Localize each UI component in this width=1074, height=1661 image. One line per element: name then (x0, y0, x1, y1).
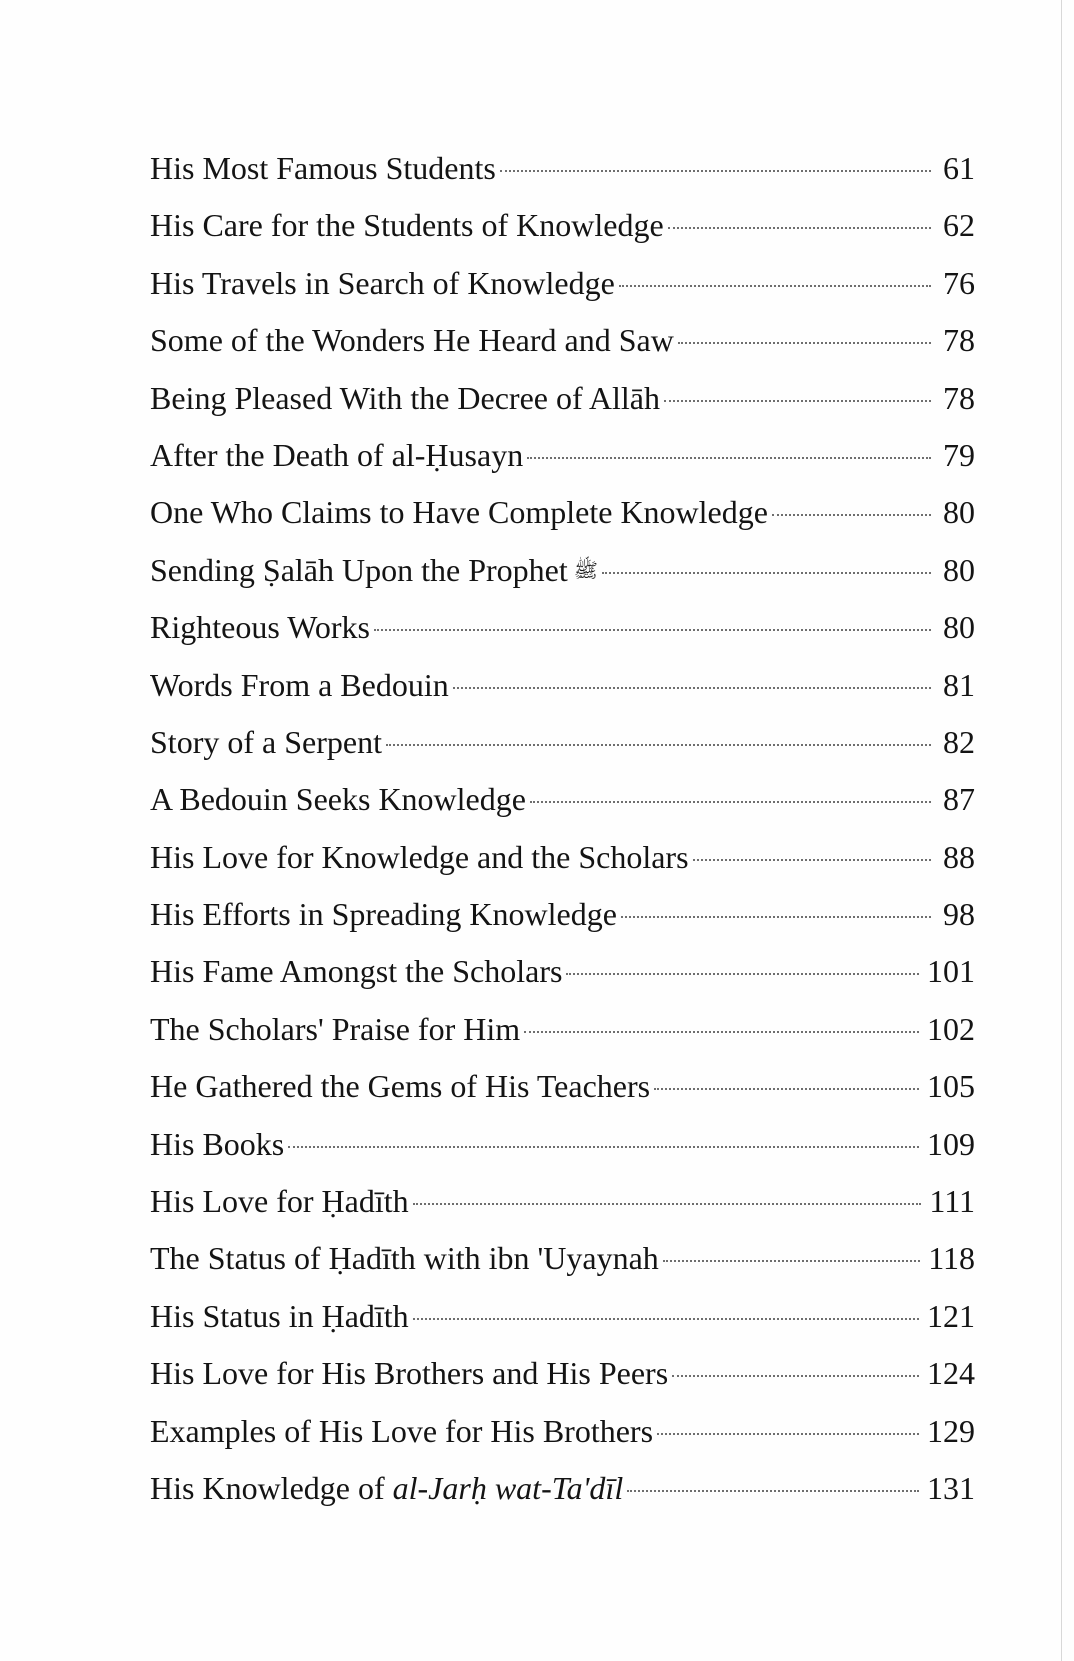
toc-entry (150, 953, 975, 1010)
toc-entry (150, 552, 975, 609)
toc-entry (150, 1126, 975, 1183)
toc-entry (150, 724, 975, 781)
toc-entry-page: 62 (943, 207, 975, 244)
toc-entry-title: His Care for the Students of Knowledge (150, 207, 664, 244)
toc-entry (150, 1183, 975, 1240)
toc-entry-page: 61 (943, 150, 975, 186)
toc-entry (150, 781, 975, 838)
toc-entry-title: Words From a Bedouin (150, 666, 449, 703)
dot-leader (288, 1146, 919, 1148)
dot-leader (602, 572, 931, 574)
toc-entry-title: Some of the Wonders He Heard and Saw (150, 322, 674, 359)
toc-entry-title: His Love for His Brothers and His Peers (150, 1355, 669, 1392)
toc-entry-page: 101 (927, 953, 975, 990)
toc-entry-title: His Books (150, 1125, 285, 1162)
toc-entry (150, 1413, 975, 1470)
toc-entry-page: 87 (943, 781, 975, 818)
dot-leader (566, 973, 919, 975)
toc-entry-title-text: Sending Ṣalāh Upon the Prophet (150, 551, 568, 588)
dot-leader (413, 1318, 919, 1320)
dot-leader (413, 1203, 922, 1205)
toc-entry (150, 207, 975, 264)
salutation-symbol: ﷺ (573, 557, 598, 582)
dot-leader (500, 170, 931, 172)
toc-entry-title: A Bedouin Seeks Knowledge (150, 781, 526, 818)
toc-entry-title: His Status in Ḥadīth (150, 1297, 409, 1334)
toc-entry-title-italic: al-Jarḥ wat-Ta'dīl (392, 1469, 624, 1506)
toc-entry (150, 667, 975, 724)
toc-entry-page: 81 (943, 666, 975, 703)
dot-leader (374, 629, 931, 631)
dot-leader (530, 801, 931, 803)
toc-entry-page: 129 (927, 1412, 975, 1449)
toc-entry-page: 78 (943, 379, 975, 416)
toc-entry-page: 80 (943, 551, 975, 588)
dot-leader (527, 457, 931, 459)
dot-leader (664, 400, 931, 402)
dot-leader (621, 916, 931, 918)
toc-entry (150, 150, 975, 207)
toc-entry-title (150, 552, 598, 589)
toc-entry-page: 105 (927, 1068, 975, 1105)
toc-entry-page: 79 (943, 436, 975, 473)
toc-entry (150, 437, 975, 494)
toc-entry-page: 88 (943, 838, 975, 875)
toc-entry-title: Being Pleased With the Decree of Allāh (150, 379, 660, 416)
dot-leader (668, 227, 931, 229)
dot-leader (663, 1260, 920, 1262)
dot-leader (657, 1433, 919, 1435)
toc-entry-title: Examples of His Love for His Brothers (150, 1412, 654, 1449)
toc-entry-title: His Efforts in Spreading Knowledge (150, 896, 617, 933)
toc-entry-title: His Fame Amongst the Scholars (150, 953, 563, 990)
dot-leader (627, 1490, 919, 1492)
toc-entry-title: One Who Claims to Have Complete Knowledge (150, 494, 768, 531)
toc-entry-title: He Gathered the Gems of His Teachers (150, 1068, 651, 1105)
toc-entry (150, 1011, 975, 1068)
table-of-contents (150, 150, 975, 1527)
toc-entry-title: Story of a Serpent (150, 723, 382, 760)
toc-entry-page: 124 (927, 1355, 975, 1392)
toc-entry (150, 322, 975, 379)
toc-entry (150, 1470, 975, 1527)
toc-entry-page: 121 (927, 1297, 975, 1334)
page-edge-divider (1061, 0, 1062, 1661)
dot-leader (453, 687, 931, 689)
toc-entry-page: 80 (943, 609, 975, 646)
toc-entry (150, 1355, 975, 1412)
toc-entry (150, 265, 975, 322)
dot-leader (386, 744, 931, 746)
toc-entry-title: His Love for Knowledge and the Scholars (150, 838, 689, 875)
toc-entry-title (150, 1470, 623, 1507)
toc-entry-page: 76 (943, 264, 975, 301)
dot-leader (672, 1375, 919, 1377)
toc-entry-title: His Love for Ḥadīth (150, 1183, 409, 1220)
toc-entry-page: 98 (943, 896, 975, 933)
dot-leader (524, 1031, 919, 1033)
toc-entry-title-text: His Knowledge of (150, 1469, 393, 1506)
dot-leader (678, 342, 931, 344)
dot-leader (654, 1088, 919, 1090)
toc-entry-page: 111 (929, 1183, 975, 1220)
toc-entry-title: Righteous Works (150, 609, 370, 646)
toc-entry-page: 82 (943, 723, 975, 760)
toc-entry-page: 118 (928, 1240, 975, 1277)
toc-entry-title: The Scholars' Praise for Him (150, 1010, 521, 1047)
toc-entry (150, 896, 975, 953)
toc-entry (150, 1068, 975, 1125)
toc-entry-title: His Travels in Search of Knowledge (150, 264, 615, 301)
toc-entry (150, 839, 975, 896)
toc-entry-page: 131 (927, 1469, 975, 1506)
toc-entry (150, 380, 975, 437)
dot-leader (772, 514, 931, 516)
toc-entry-page: 109 (927, 1125, 975, 1162)
toc-entry (150, 1240, 975, 1297)
dot-leader (619, 285, 931, 287)
toc-entry (150, 494, 975, 551)
toc-entry (150, 1298, 975, 1355)
toc-entry-title: His Most Famous Students (150, 150, 496, 186)
toc-entry-title: The Status of Ḥadīth with ibn 'Uyaynah (150, 1240, 659, 1277)
toc-entry-page: 80 (943, 494, 975, 531)
dot-leader (693, 859, 931, 861)
toc-entry-page: 78 (943, 322, 975, 359)
toc-entry-page: 102 (927, 1010, 975, 1047)
toc-entry-title: After the Death of al-Ḥusayn (150, 436, 524, 473)
toc-entry (150, 609, 975, 666)
